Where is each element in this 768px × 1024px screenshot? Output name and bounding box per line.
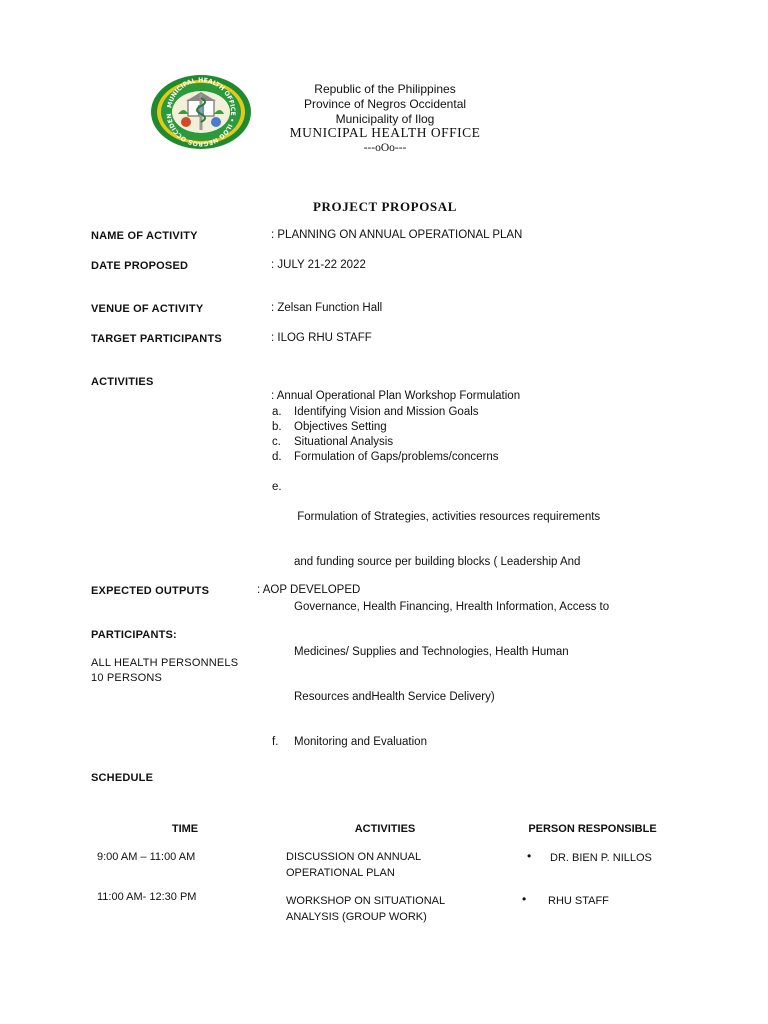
list-marker: f. [272, 736, 279, 748]
header-province: Province of Negros Occidental [303, 97, 467, 111]
schedule-row-time: 11:00 AM- 12:30 PM [97, 891, 197, 903]
list-item [272, 405, 712, 420]
schedule-activity-line: ANALYSIS (GROUP WORK) [286, 911, 427, 923]
date-proposed-value: : JULY 21-22 2022 [271, 259, 366, 271]
logo-ring-text: MUNICIPAL HEALTH OFFICE • ILOG NEGROS OCCIDEN [165, 76, 237, 148]
name-of-activity-value: : PLANNING ON ANNUAL OPERATIONAL PLAN [271, 229, 523, 241]
header-municipality: Municipality of Ilog [335, 112, 435, 126]
schedule-row-activity [286, 893, 445, 925]
schedule-row-activity [286, 849, 421, 881]
list-item [272, 735, 712, 750]
schedule-activity-line: WORKSHOP ON SITUATIONAL [286, 895, 446, 907]
page-title: PROJECT PROPOSAL [312, 199, 458, 214]
expected-outputs-value: : AOP DEVELOPED [257, 584, 361, 596]
list-marker: a. [272, 406, 282, 418]
participants-line-2: 10 PERSONS [91, 672, 163, 684]
list-item-text: Medicines/ Supplies and Technologies, Health Human [294, 646, 569, 658]
header-separator: ---oOo--- [363, 142, 407, 154]
schedule-row-person: DR. BIEN P. NILLOS [550, 852, 652, 864]
schedule-header-time: TIME [171, 823, 199, 835]
name-of-activity-label: NAME OF ACTIVITY [91, 230, 198, 242]
schedule-label: SCHEDULE [91, 772, 154, 784]
list-item [272, 420, 712, 435]
list-item-text: Situational Analysis [294, 436, 394, 448]
venue-label: VENUE OF ACTIVITY [91, 303, 204, 315]
list-item-text: and funding source per building blocks ( Leadership And [294, 556, 581, 568]
target-participants-value: : ILOG RHU STAFF [271, 332, 372, 344]
list-item [272, 465, 712, 735]
list-item-text: Identifying Vision and Mission Goals [294, 406, 479, 418]
schedule-row-time: 9:00 AM – 11:00 AM [97, 851, 196, 863]
date-proposed-label: DATE PROPOSED [91, 260, 189, 272]
list-item-text: Monitoring and Evaluation [294, 736, 427, 748]
participants-label: PARTICIPANTS: [91, 629, 177, 641]
list-marker: c. [272, 436, 281, 448]
list-item-text: Governance, Health Financing, Hrealth Information, Access to [294, 601, 610, 613]
list-marker: d. [272, 451, 282, 463]
expected-outputs-label: EXPECTED OUTPUTS [91, 585, 210, 597]
list-item [272, 450, 712, 465]
schedule-activity-line: OPERATIONAL PLAN [286, 867, 395, 879]
participants-line-1: ALL HEALTH PERSONNELS [91, 657, 239, 669]
schedule-activity-line: DISCUSSION ON ANNUAL [286, 851, 422, 863]
activities-intro: : Annual Operational Plan Workshop Formulation [271, 390, 521, 402]
list-marker: b. [272, 421, 282, 433]
venue-value: : Zelsan Function Hall [271, 302, 383, 314]
bullet-icon: • [527, 849, 532, 863]
bullet-icon: • [522, 892, 527, 906]
list-item-text: Objectives Setting [294, 421, 387, 433]
list-item-text: Formulation of Gaps/problems/concerns [294, 451, 499, 463]
header-republic: Republic of the Philippines [314, 82, 456, 96]
list-item [272, 435, 712, 450]
activities-list [272, 405, 712, 750]
header-office: MUNICIPAL HEALTH OFFICE [289, 125, 481, 140]
schedule-header-person: PERSON RESPONSIBLE [528, 823, 657, 835]
list-item-text: Resources andHealth Service Delivery) [294, 691, 495, 703]
list-item-text: Formulation of Strategies, activities resources requirements [294, 511, 601, 523]
schedule-row-person: RHU STAFF [548, 895, 609, 907]
schedule-header-activities: ACTIVITIES [354, 823, 416, 835]
list-marker: e. [272, 481, 282, 493]
target-participants-label: TARGET PARTICIPANTS [91, 333, 222, 345]
activities-label: ACTIVITIES [91, 376, 154, 388]
